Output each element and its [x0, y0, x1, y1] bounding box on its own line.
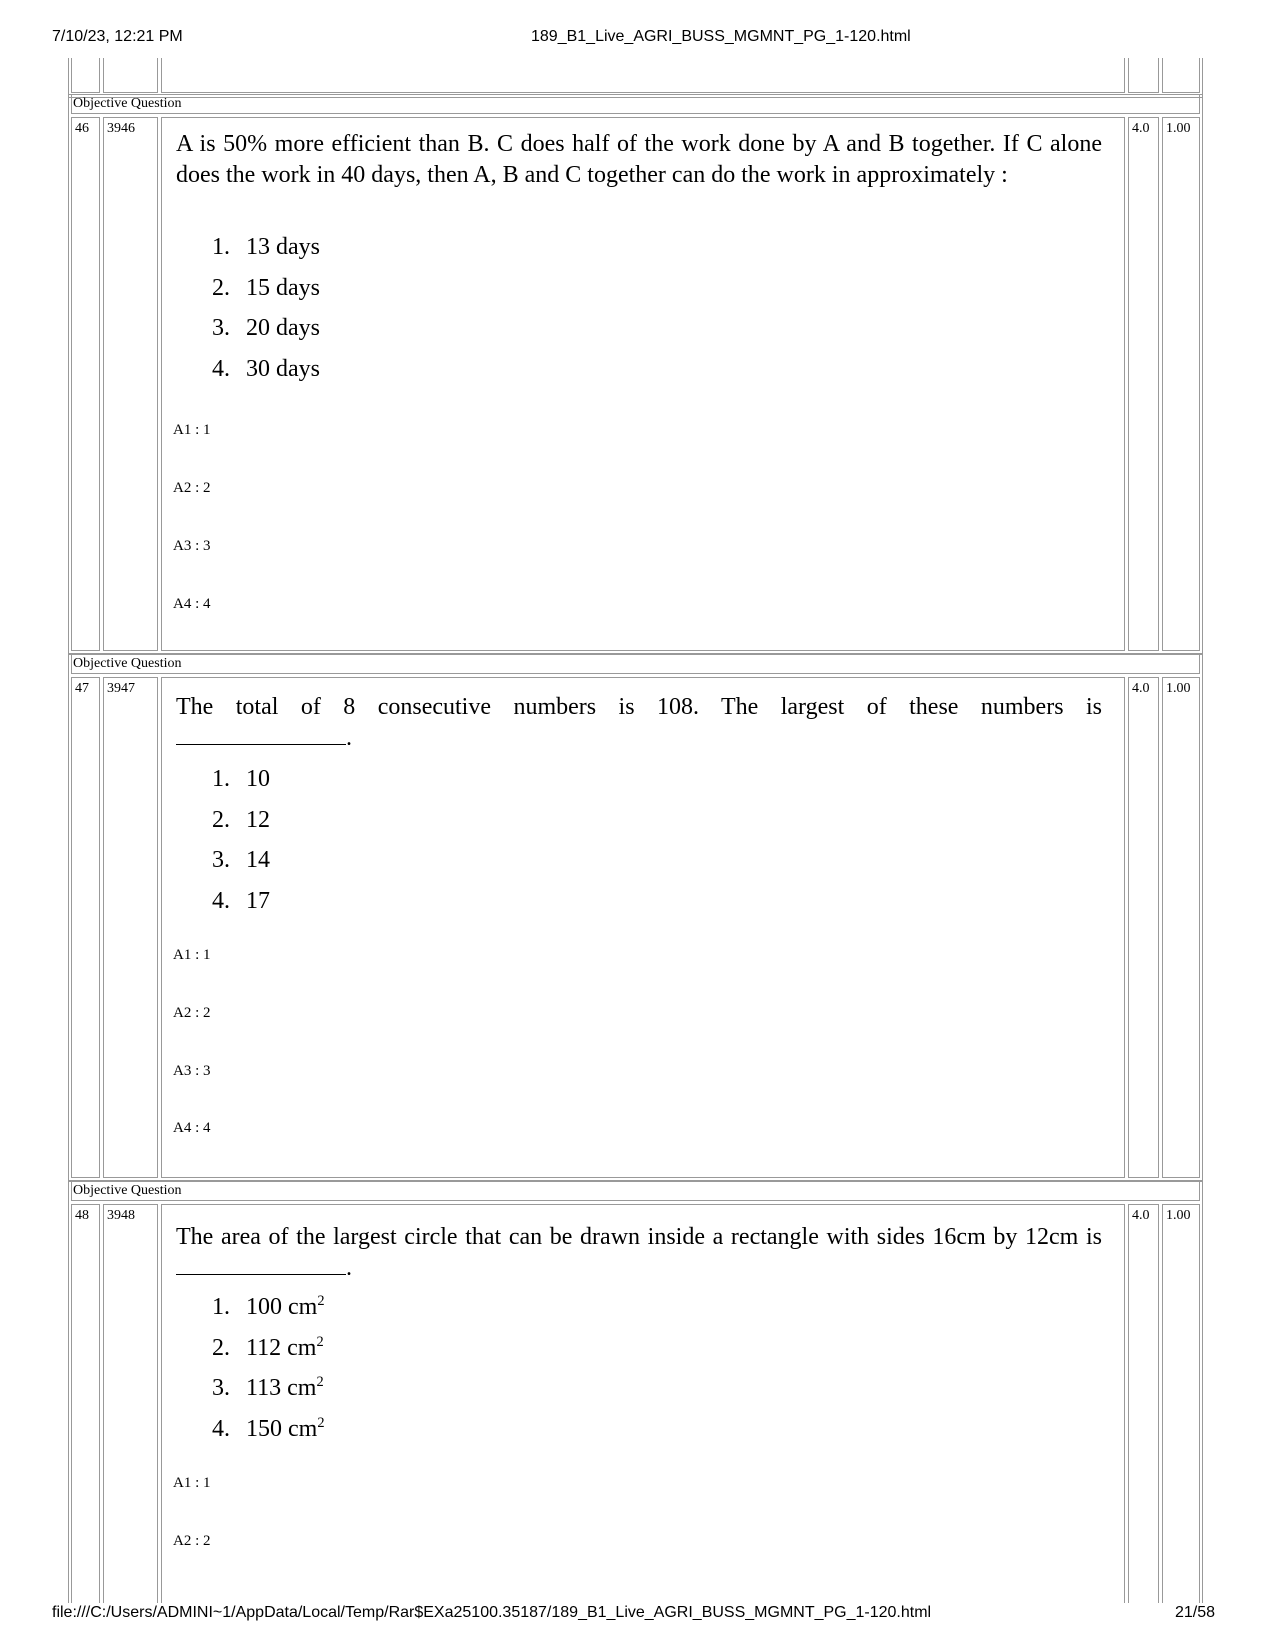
negative-marks: 1.00: [1166, 1208, 1191, 1223]
option-value: 10: [246, 766, 270, 792]
answer-key: A4 : 4: [173, 1120, 211, 1136]
print-page-title: 189_B1_Live_AGRI_BUSS_MGMNT_PG_1-120.html: [531, 28, 911, 45]
print-page-number: 21/58: [1175, 1604, 1216, 1621]
option-unit-exponent: 2: [316, 1333, 324, 1350]
negative-marks: 1.00: [1166, 681, 1191, 696]
answer-key: A2 : 2: [173, 1533, 211, 1549]
marks-cell: [1128, 117, 1159, 651]
question-id: 3947: [107, 681, 135, 696]
option-unit: cm: [287, 1334, 317, 1361]
answer-blank: [176, 1254, 346, 1275]
negative-marks: 1.00: [1166, 121, 1191, 136]
answer-key: A1 : 1: [173, 1475, 211, 1491]
option-item: [212, 227, 320, 268]
option-value: 14: [246, 847, 270, 873]
option-value: 112: [246, 1334, 282, 1361]
question-type-label: Objective Question: [73, 96, 182, 111]
option-item: [212, 1287, 325, 1328]
cell-border: [1162, 58, 1200, 93]
marks: 4.0: [1132, 681, 1150, 696]
option-number: 1.: [212, 1294, 230, 1320]
question-number: 46: [75, 121, 89, 136]
question-id-cell: [103, 677, 158, 1178]
print-file-path: file:///C:/Users/ADMINI~1/AppData/Local/Temp/Rar$EXa25100.35187/189_B1_Live_AGRI_BUSS_MGMNT_PG_1-120.html: [52, 1604, 932, 1621]
option-number: 3.: [212, 315, 230, 341]
option-unit-exponent: 2: [317, 1414, 325, 1431]
option-number: 3.: [212, 847, 230, 873]
marks: 4.0: [1132, 121, 1150, 136]
option-value: 13 days: [246, 234, 320, 260]
option-number: 2.: [212, 274, 230, 301]
answer-key: A2 : 2: [173, 1005, 211, 1021]
question-number-cell: [71, 1204, 100, 1603]
question-text: A is 50% more efficient than B. C does half of the work done by A and B together. If C alone does the work in 40 days, then A, B and C together can do the work in approximately :: [176, 131, 1102, 188]
option-unit: cm: [288, 1294, 318, 1320]
question-id: 3946: [107, 121, 135, 136]
question-number: 47: [75, 681, 89, 696]
print-datetime: 7/10/23, 12:21 PM: [52, 28, 183, 45]
option-number: 2.: [212, 1334, 230, 1361]
answer-key: A1 : 1: [173, 422, 211, 438]
option-item: [212, 1409, 325, 1450]
option-number: 4.: [212, 1415, 230, 1442]
option-item: [212, 1368, 325, 1409]
option-value: 17: [246, 887, 270, 914]
option-unit-exponent: 2: [316, 1374, 324, 1390]
question-type-row: [71, 654, 1200, 674]
question-text-wrapper: The area of the largest circle that can be drawn inside a rectangle with sides 16cm by 12cm is .: [176, 1224, 1102, 1281]
answer-key: A4 : 4: [173, 596, 211, 612]
question-id-cell: [103, 117, 158, 651]
option-item: [212, 840, 270, 881]
answer-key: A3 : 3: [173, 1063, 211, 1079]
cell-border: [1128, 58, 1159, 93]
option-unit: cm: [288, 1415, 318, 1442]
option-item: [212, 268, 320, 309]
option-value: 20 days: [246, 315, 320, 341]
option-number: 2.: [212, 806, 230, 833]
option-value: 113: [246, 1375, 282, 1401]
option-value: 100: [246, 1294, 282, 1320]
question-type-row: [71, 1181, 1200, 1201]
marks: 4.0: [1132, 1208, 1150, 1223]
option-number: 4.: [212, 887, 230, 914]
answer-blank: .: [176, 723, 352, 754]
option-unit-exponent: 2: [317, 1293, 325, 1309]
option-value: 150: [246, 1415, 282, 1442]
option-item: [212, 881, 270, 922]
option-list: [212, 227, 320, 389]
option-list: [212, 1287, 325, 1449]
option-unit: cm: [287, 1375, 317, 1401]
question-type-label: Objective Question: [73, 1183, 182, 1198]
question-number-cell: [71, 117, 100, 651]
cell-border: [103, 58, 158, 93]
cell-border: [161, 58, 1125, 93]
question-type-row: [71, 94, 1200, 114]
option-item: [212, 1328, 325, 1369]
answer-key: A1 : 1: [173, 947, 211, 963]
option-value: 30 days: [246, 355, 320, 382]
question-id: 3948: [107, 1208, 135, 1223]
marks-cell: [1128, 1204, 1159, 1603]
question-type-label: Objective Question: [73, 656, 182, 671]
negative-marks-cell: [1162, 677, 1200, 1178]
negative-marks-cell: [1162, 1204, 1200, 1603]
option-value: 15 days: [246, 274, 320, 301]
question-id-cell: [103, 1204, 158, 1603]
cell-border: [71, 58, 100, 93]
question-text: The total of 8 consecutive numbers is 108. The largest of these numbers is: [176, 694, 1102, 720]
question-text: The area of the largest circle that can be drawn inside a rectangle with sides 16cm by 12cm is: [176, 1224, 1102, 1250]
answer-key: A3 : 3: [173, 538, 211, 554]
option-value: 12: [246, 806, 270, 833]
option-number: 1.: [212, 234, 230, 260]
negative-marks-cell: [1162, 117, 1200, 651]
option-number: 3.: [212, 1375, 230, 1401]
question-number: 48: [75, 1208, 89, 1223]
option-item: [212, 800, 270, 841]
option-item: [212, 759, 270, 800]
option-list: [212, 759, 270, 921]
option-item: [212, 349, 320, 390]
answer-key: A2 : 2: [173, 480, 211, 496]
question-number-cell: [71, 677, 100, 1178]
option-number: 4.: [212, 355, 230, 382]
option-number: 1.: [212, 766, 230, 792]
option-item: [212, 308, 320, 349]
marks-cell: [1128, 677, 1159, 1178]
